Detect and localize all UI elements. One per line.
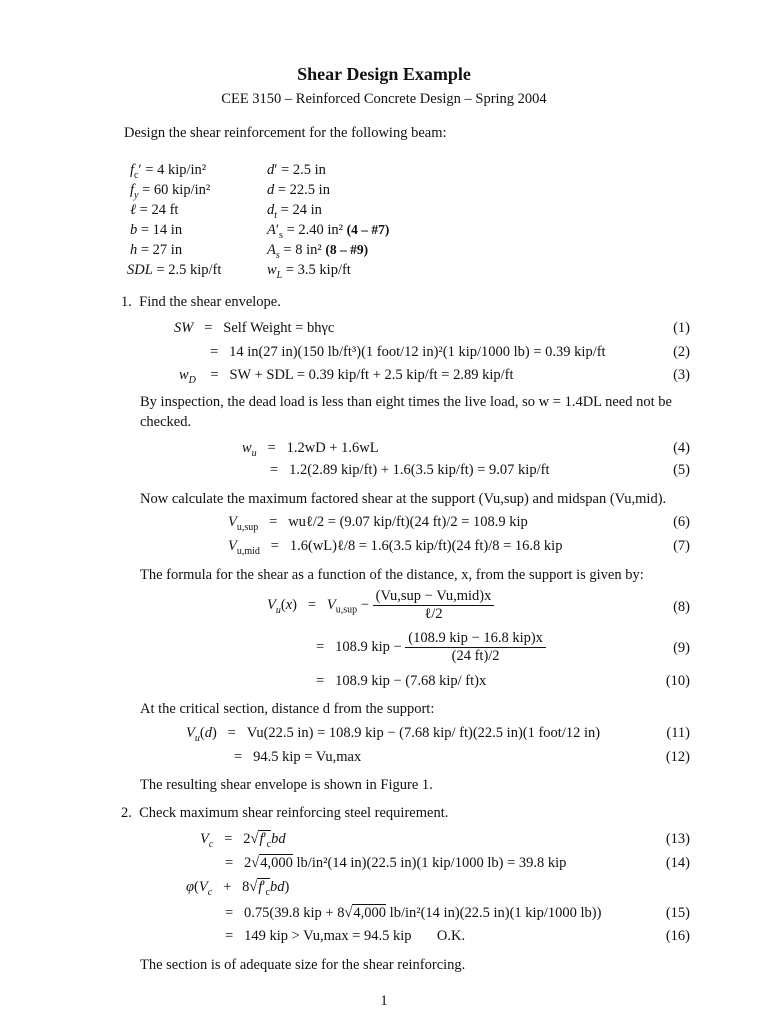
given-dt: = 24 in bbox=[280, 202, 322, 218]
eq-number-5: (5) bbox=[673, 462, 690, 478]
para-adequate-section: The section is of adequate size for the shear reinforcing. bbox=[140, 957, 466, 973]
equation-8: $V_u(x) = V_{u,sup}$ − $\frac{\text{(Vu,sup − Vu,mid)x}}{\text{ℓ/2}}$ bbox=[267, 588, 494, 623]
eq-number-4: (4) bbox=[673, 440, 690, 456]
given-d-prime: = 2.5 in bbox=[281, 162, 326, 178]
intro-text: Design the shear reinforcement for the following beam: bbox=[124, 125, 447, 141]
equation-3: $w_D$ = SW + SDL = 0.39 kip/ft + 2.5 kip/ft = 2.89 kip/ft bbox=[179, 367, 514, 386]
eq-number-14: (14) bbox=[665, 855, 690, 871]
equation-11: $V_u(d) = Vu(22.5$ in) = 108.9 kip − (7.68 kip/ ft)(22.5 in)(1 foot/12 in) bbox=[186, 725, 601, 744]
given-length: = 24 ft bbox=[139, 202, 179, 218]
given-as: = 8 in² bbox=[283, 242, 322, 258]
para-shear-formula: The formula for the shear as a function of the distance, x, from the support is given by: bbox=[140, 567, 644, 583]
eq-number-9: (9) bbox=[673, 640, 690, 656]
given-fc: = 4 kip/in² bbox=[145, 162, 207, 178]
para-dead-load: By inspection, the dead load is less than eight times the live load, so w = 1.4DL need not be checked. bbox=[140, 394, 672, 430]
given-as-prime-note: (4 – #7) bbox=[346, 222, 390, 237]
given-b: = 14 in bbox=[140, 222, 183, 238]
eq-number-15: (15) bbox=[665, 905, 690, 921]
step-1-heading: 1. Find the shear envelope. bbox=[121, 294, 281, 310]
given-as-note: (8 – #9) bbox=[325, 242, 369, 257]
given-sdl: = 2.5 kip/ft bbox=[156, 262, 222, 278]
equation-9: = 108.9 kip − $\frac{\text{(108.9 kip − 16.8 kip)x}}{(24 ft)/2}$ bbox=[316, 630, 546, 665]
equation-16: = 149 kip > Vu,max = 94.5 kip O.K. bbox=[225, 928, 466, 944]
equation-6: $V_{u,sup}$ = wuℓ/2 = (9.07 kip/ft)(24 ft)/2 = 108.9 kip bbox=[228, 514, 528, 533]
equation-4: $w_u = 1.2wD + 1.6wL$ bbox=[242, 440, 379, 459]
page-number: 1 bbox=[380, 993, 388, 1009]
eq-number-16: (16) bbox=[665, 928, 690, 944]
eq-number-1: (1) bbox=[673, 320, 690, 336]
equation-10: = 108.9 kip − (7.68 kip/ ft)x bbox=[316, 673, 487, 689]
eq-number-7: (7) bbox=[673, 538, 690, 554]
eq-number-3: (3) bbox=[673, 367, 690, 383]
given-h: = 27 in bbox=[140, 242, 183, 258]
para-critical-section: At the critical section, distance d from the support: bbox=[140, 701, 435, 717]
eq-number-10: (10) bbox=[665, 673, 690, 689]
given-wl: = 3.5 kip/ft bbox=[285, 262, 351, 278]
given-as-prime: = 2.40 in² bbox=[286, 222, 343, 238]
equation-phi: $\varphi(V_c + 8√f'_cbd)$ bbox=[186, 879, 290, 898]
equation-14: = 2√4,000 lb/in²(14 in)(22.5 in)(1 kip/1000 lb) = 39.8 kip bbox=[225, 855, 567, 871]
eq-number-8: (8) bbox=[673, 599, 690, 615]
equation-13: $V_c = 2√f'_cbd$ bbox=[200, 831, 286, 850]
page-subtitle: CEE 3150 – Reinforced Concrete Design – Spring 2004 bbox=[221, 91, 547, 107]
page-title: Shear Design Example bbox=[297, 64, 471, 84]
eq-number-2: (2) bbox=[673, 344, 690, 360]
equation-1: SW = Self Weight = bhγc bbox=[174, 320, 335, 336]
eq-number-6: (6) bbox=[673, 514, 690, 530]
equation-15: = 0.75(39.8 kip + 8√4,000 lb/in²(14 in)(22.5 in)(1 kip/1000 lb)) bbox=[225, 905, 602, 921]
para-result-figure: The resulting shear envelope is shown in Figure 1. bbox=[140, 777, 433, 793]
given-d: = 22.5 in bbox=[277, 182, 330, 198]
document-page: Shear Design Example CEE 3150 – Reinforced Concrete Design – Spring 2004 Design the shear reinforcement for the following beam: $f_c' = 4$ kip/in² d′ = 2.5 in $f_y = 60$ kip/in² d = 22.5 in ℓ = 24 ft $d_t = 24$ in b = 14 in $A'_s = 2.40$ in² (4 – #7) h = 27 in $A_s = 8$ in² (8 – #9) SDL = 2.5 kip/ft $w_L = 3.5$ kip/ft 1. Find the shear envelope. SW = Self Weight = bhγc = 14 in(27 in)(150 lb/ft³)(1 foot/12 in)²(1 kip/1000 lb) = 0.39 kip/ft $w_D$ = SW + SDL = 0.39 kip/ft + 2.5 kip/ft = 2.89 kip/ft By inspection, the dead load is less than eight times the live load, so w = 1.4DL need not be checked. $w_u = 1.2wD + 1.6wL$ = 1.2(2.89 kip/ft) + 1.6(3.5 kip/ft) = 9.07 kip/ft Now calculate the maximum factored shear at the support (Vu,sup) and midspan (Vu,mid). $V_{u,sup}$ = wuℓ/2 = (9.07 kip/ft)(24 ft)/2 = 108.9 kip $V_{u,mid}$ = 1.6(wL)ℓ/8 = 1.6(3.5 kip/ft)(24 ft)/8 = 16.8 kip The formula for the shear as a function of the distance, x, from the support is given by: $V_u(x) = V_{u,sup}$ − $\frac{\text{(Vu,sup − Vu,mid)x}}{\text{ℓ/2}}$ = 108.9 kip − $\frac{\text{(108.9 kip − 16.8 kip)x}}{(24 ft)/2}$ = 108.9 kip − (7.68 kip/ ft)x At the critical section, distance d from the support: $V_u(d) = Vu(22.5$ in) = 108.9 kip − (7.68 kip/ ft)(22.5 in)(1 foot/12 in) = 94.5 kip = Vu,max The resulting shear envelope is shown in Figure 1. 2. Check maximum shear reinforcing steel requirement. $V_c = 2√f'_cbd$ = 2√4,000 lb/in²(14 in)(22.5 in)(1 kip/1000 lb) = 39.8 kip $\varphi(V_c + 8√f'_cbd)$ = 0.75(39.8 kip + 8√4,000 lb/in²(14 in)(22.5 in)(1 kip/1000 lb)) = 149 kip > Vu,max = 94.5 kip O.K. The section is of adequate size for the shear reinforcing. (1) (2) (3) (4) (5) (6) (7) (8) (9) (10) (11) (12) (13) (14) (15) (16) 1 bbox=[0, 0, 768, 1024]
equation-2: = 14 in(27 in)(150 lb/ft³)(1 foot/12 in)²(1 kip/1000 lb) = 0.39 kip/ft bbox=[210, 344, 606, 360]
eq-number-13: (13) bbox=[665, 831, 690, 847]
given-fy: = 60 kip/in² bbox=[142, 182, 211, 198]
equation-7: $V_{u,mid}$ = 1.6(wL)ℓ/8 = 1.6(3.5 kip/ft)(24 ft)/8 = 16.8 kip bbox=[228, 538, 563, 557]
equation-12: = 94.5 kip = Vu,max bbox=[234, 749, 362, 765]
eq-number-12: (12) bbox=[665, 749, 690, 765]
step-2-heading: 2. Check maximum shear reinforcing steel requirement. bbox=[121, 805, 449, 821]
para-max-shear: Now calculate the maximum factored shear at the support (Vu,sup) and midspan (Vu,mid). bbox=[140, 491, 667, 507]
eq-number-11: (11) bbox=[666, 725, 690, 741]
equation-5: = 1.2(2.89 kip/ft) + 1.6(3.5 kip/ft) = 9.07 kip/ft bbox=[270, 462, 550, 478]
